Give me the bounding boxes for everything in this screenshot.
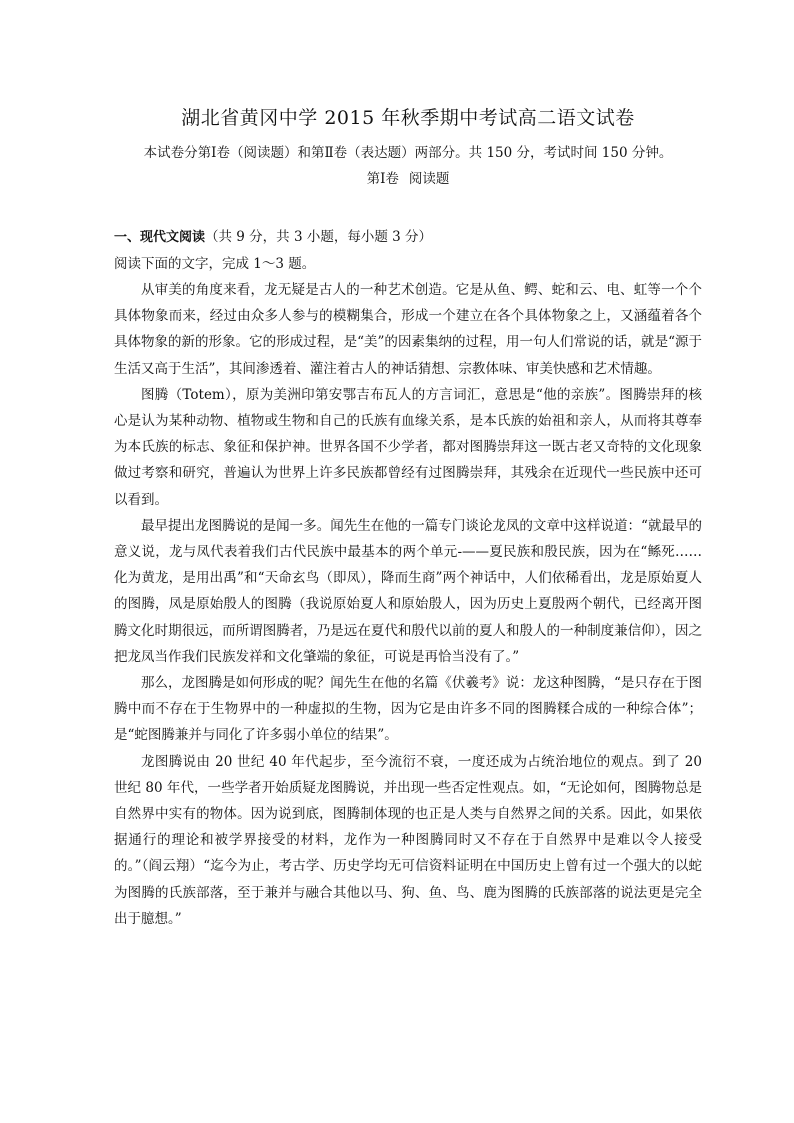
paragraph-2: 图腾（Totem），原为美洲印第安鄂吉布瓦人的方言词汇，意思是“他的亲族”。图腾崇拜的核心是认为某种动物、植物或生物和自己的氏族有血缘关系，是本氏族的始祖和亲人，从而将其尊奉为本氏族的标志、象征和保护神。世界各国不少学者，都对图腾崇拜这一既古老又奇特的文化现象做过考察和研究，普遍认为世界上许多民族都曾经有过图腾崇拜，其残余在近现代一些民族中还可以看到。 xyxy=(114,386,702,508)
part-title xyxy=(114,168,702,190)
section-heading-bold: 一、现代文阅读 xyxy=(114,230,206,245)
part-name: 阅读题 xyxy=(408,171,450,187)
paragraph-5: 龙图腾说由 20 世纪 40 年代起步，至今流衍不衰，一度还成为占统治地位的观点。到了 20 世纪 80 年代，一些学者开始质疑龙图腾说，并出现一些否定性观点。如，“无论如何，图腾物总是自然界中实有的物体。因为说到底，图腾制体现的也正是人类与自然界之间的关系。因此，如果依据通行的理论和被学界接受的材料，龙作为一种图腾同时又不存在于自然界中是难以令人接受的。”（阎云翔）“迄今为止，考古学、历史学均无可信资料证明在中国历史上曾有过一个强大的以蛇为图腾的氏族部落，至于兼并与融合其他以马、狗、鱼、鸟、鹿为图腾的氏族部落的说法更是完全出于臆想。” xyxy=(114,753,702,927)
part-number: 第Ⅰ卷 xyxy=(366,171,399,187)
page-title: 湖北省黄冈中学 2015 年秋季期中考试高二语文试卷 xyxy=(181,107,635,129)
section-instruction: 阅读下面的文字，完成 1～3 题。 xyxy=(114,256,316,272)
paragraph-3: 最早提出龙图腾说的是闻一多。闻先生在他的一篇专门谈论龙凤的文章中这样说道：“就最早的意义说，龙与凤代表着我们古代民族中最基本的两个单元-——夏民族和殷民族，因为在“鲧死……化为黄龙，是用出禹”和“天命玄鸟（即凤），降而生商”两个神话中，人们依稀看出，龙是原始夏人的图腾，凤是原始殷人的图腾（我说原始夏人和原始殷人，因为历史上夏殷两个朝代，已经离开图腾文化时期很远，而所谓图腾者，乃是远在夏代和殷代以前的夏人和殷人的一种制度兼信仰），因之把龙凤当作我们民族发祥和文化肇端的象征，可说是再恰当没有了。” xyxy=(114,517,702,665)
section-heading xyxy=(114,224,702,251)
exam-intro: 本试卷分第Ⅰ卷（阅读题）和第Ⅱ卷（表达题）两部分。共 150 分，考试时间 150 分钟。 xyxy=(143,145,673,161)
section-heading-detail: （共 9 分，共 3 小题，每小题 3 分） xyxy=(205,229,433,245)
paragraph-4: 那么，龙图腾是如何形成的呢？闻先生在他的名篇《伏羲考》说：龙这种图腾，“是只存在于图腾中而不存在于生物界中的一种虚拟的生物，因为它是由许多不同的图腾糅合成的一种综合体”；是“蛇图腾兼并与同化了许多弱小单位的结果”。 xyxy=(114,675,702,744)
paragraph-1: 从审美的角度来看，龙无疑是古人的一种艺术创造。它是从鱼、鳄、蛇和云、电、虹等一个个具体物象而来，经过由众多人参与的模糊集合，形成一个建立在各个具体物象之上，又涵蕴着各个具体物象的新的形象。它的形成过程，是“美”的因素集纳的过程，用一句人们常说的话，就是“源于生活又高于生活”，其间渗透着、灌注着古人的神话猜想、宗教体味、审美快感和艺术情趣。 xyxy=(114,282,702,377)
